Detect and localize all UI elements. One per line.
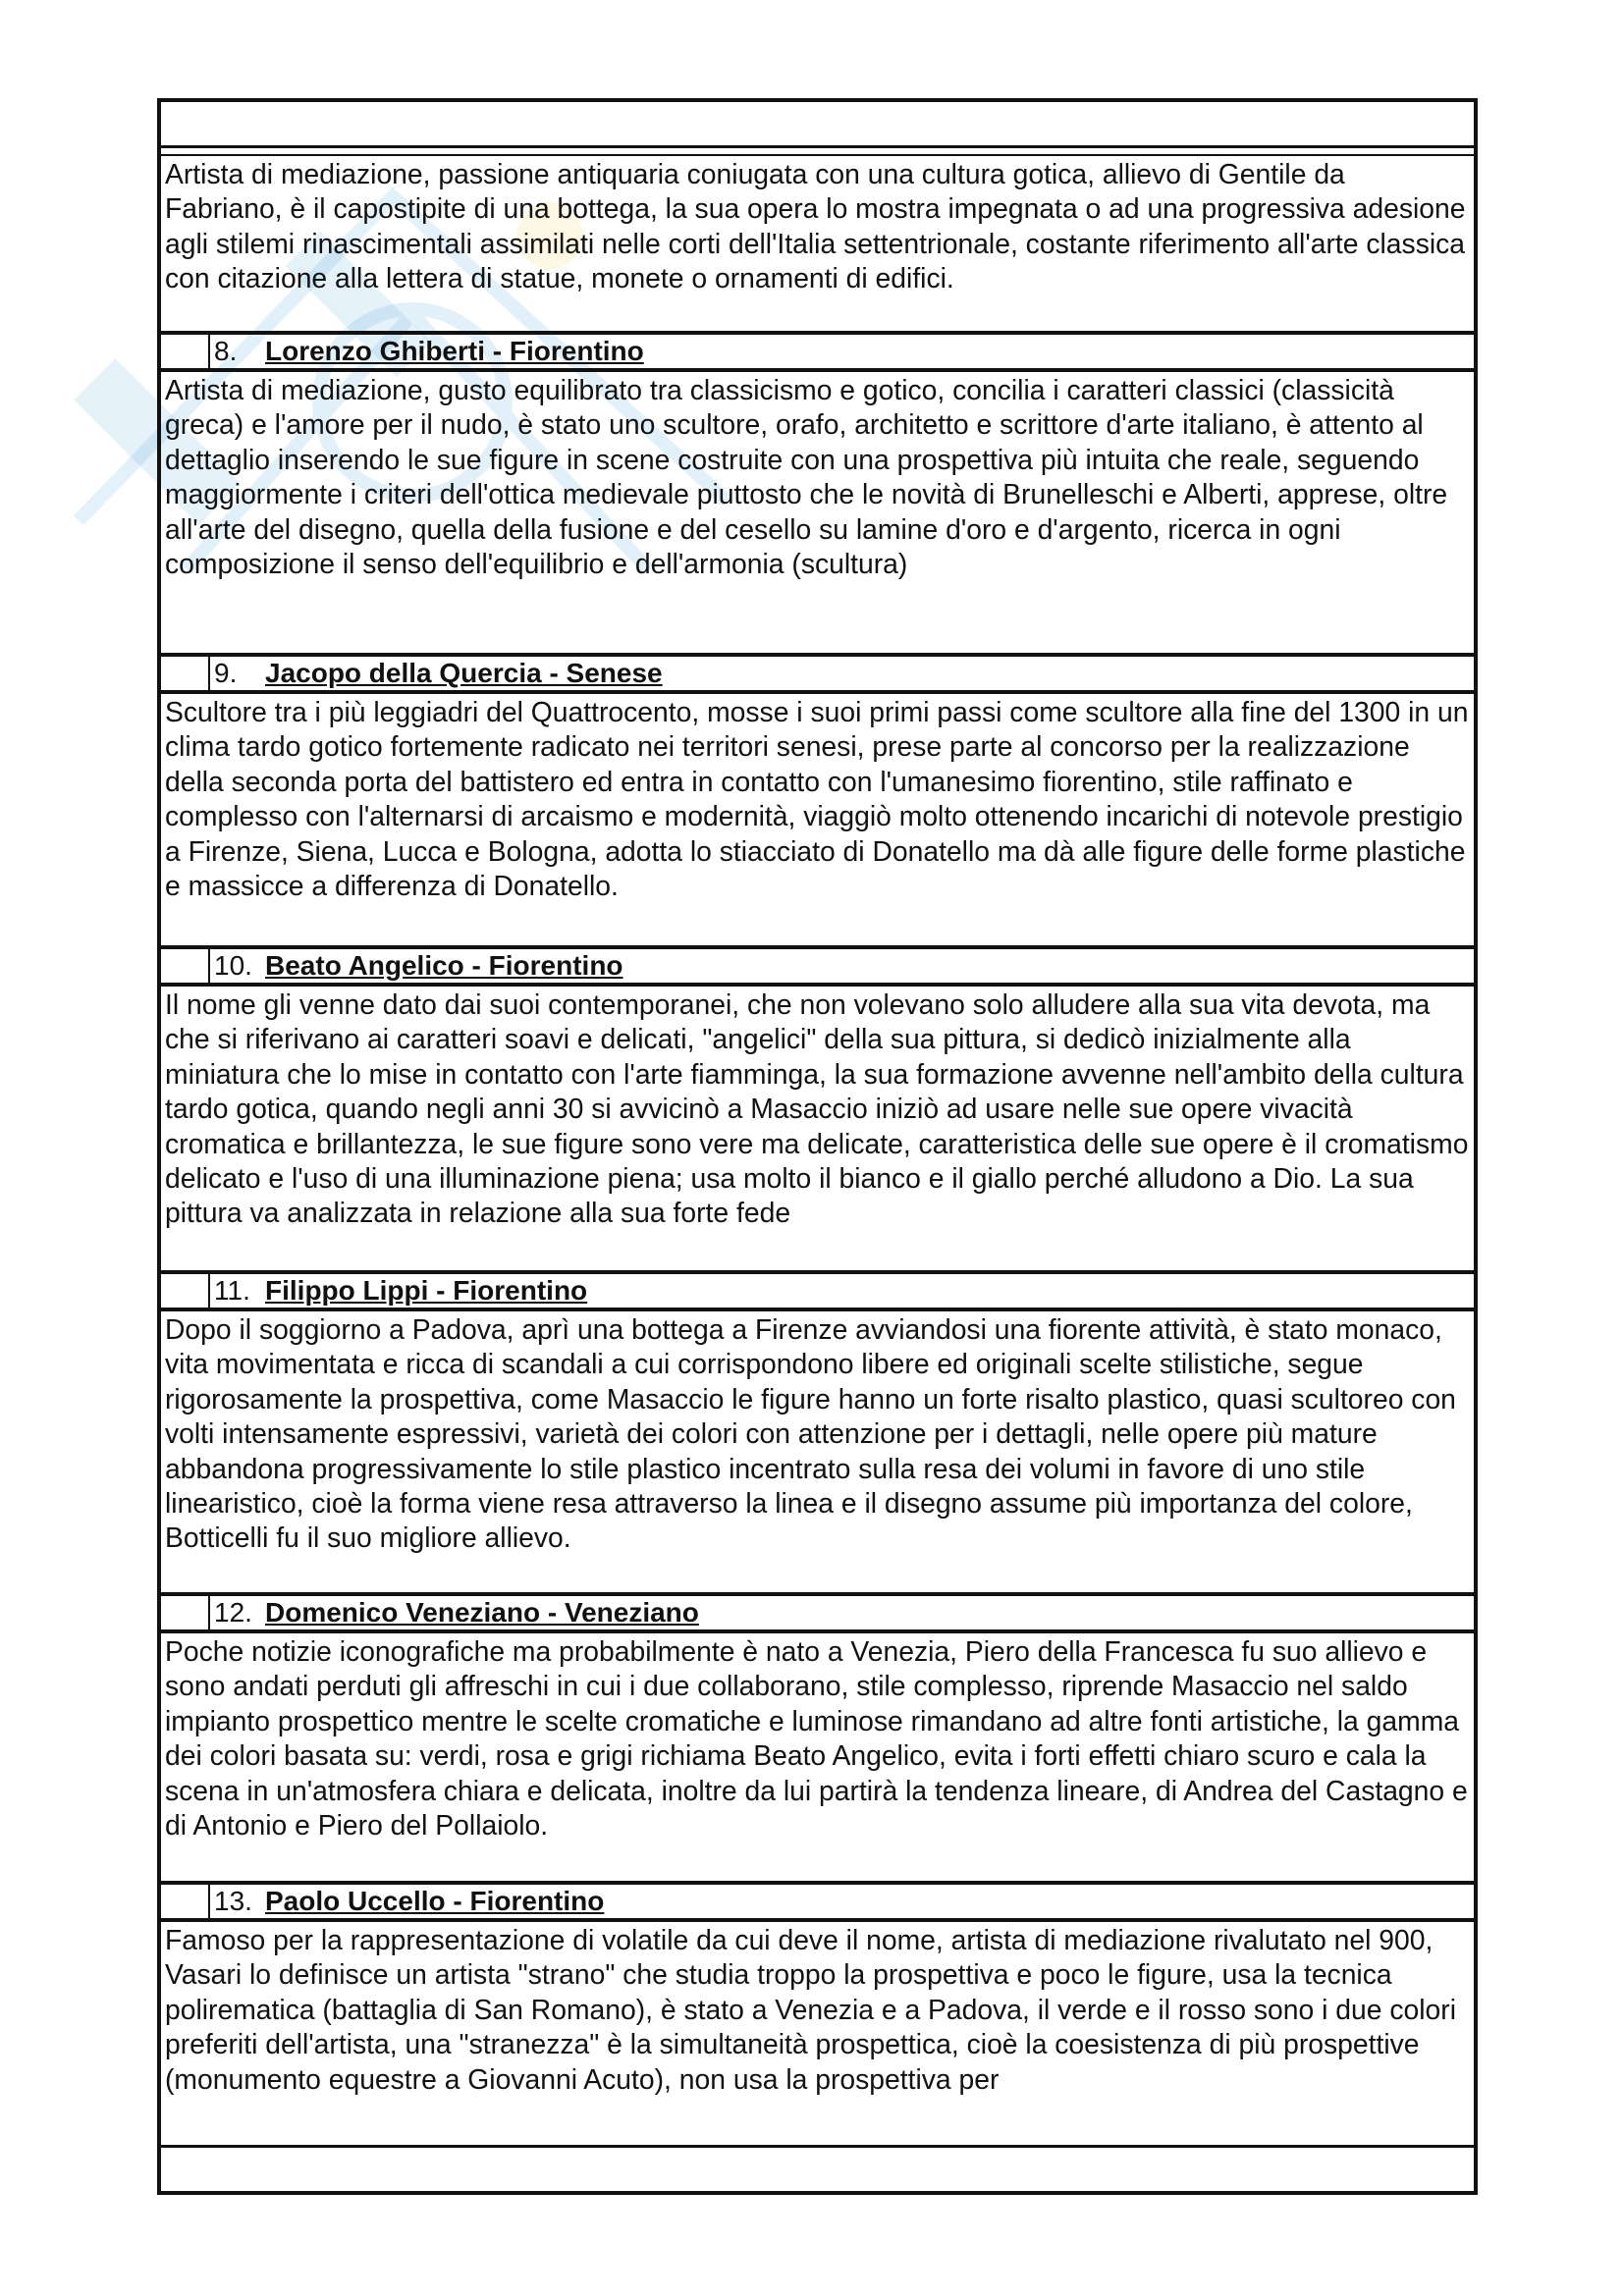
- entry-text: Dopo il soggiorno a Padova, aprì una bottega a Firenze avviandosi una fiorente attività, è stato monaco, vita movimentata e ricca di scandali a cui corrispondono libere ed originali scelte stilistiche, segue rigorosamente la prospettiva, come Masaccio le figure hanno un forte risalto plastico, quasi scultoreo con volti intensamente espressivi, varietà dei colori con attenzione per i dettagli, nelle opere più mature abbandona progressivamente lo stile plastico incentrato sulla resa dei volumi in favore di uno stile linearistico, cioè la forma viene resa attraverso la linea e il disegno assume più importanza del colore, Botticelli fu il suo migliore allievo.: [165, 1313, 1456, 1554]
- entry-number: 12.: [214, 1597, 252, 1628]
- heading-divider: [208, 333, 210, 370]
- entry-text-cell: [161, 1309, 1474, 1594]
- entry-number: 13.: [214, 1886, 252, 1916]
- entry-number: 8.: [214, 336, 238, 366]
- heading-divider: [208, 1594, 210, 1631]
- entry-text-cell: [161, 1631, 1474, 1883]
- entry-title: Domenico Veneziano - Veneziano: [265, 1597, 699, 1628]
- entry-title: Paolo Uccello - Fiorentino: [265, 1886, 605, 1916]
- heading-divider: [208, 1272, 210, 1309]
- entry-text: Poche notizie iconografiche ma probabilmente è nato a Venezia, Piero della Francesca fu suo allievo e sono andati perduti gli affreschi in cui i due collaborano, stile complesso, riprende Masaccio nel saldo impianto prospettico mentre le scelte cromatiche e luminose rimandano ad altre fonti artistiche, la gamma dei colori basata su: verdi, rosa e grigi richiama Beato Angelico, evita i forti effetti chiaro scuro e cala la scena in un'atmosfera chiara e delicata, inoltre da lui partirà la tendenza lineare, di Andrea del Castagno e di Antonio e Piero del Pollaiolo.: [165, 1635, 1468, 1842]
- entry-text-cell: [161, 1920, 1474, 2107]
- heading-divider: [208, 947, 210, 985]
- heading-divider: [208, 655, 210, 692]
- entry-number: 10.: [214, 950, 252, 981]
- entry-heading-8: [161, 333, 1474, 370]
- entry-text-cell: [161, 985, 1474, 1272]
- entry-number: 11.: [214, 1275, 250, 1306]
- entry-text: Famoso per la rappresentazione di volatile da cui deve il nome, artista di mediazione rivalutato nel 900, Vasari lo definisce un artista "strano" che studia troppo la prospettiva e poco le figure, usa la tecnica polirematica (battaglia di San Romano), è stato a Venezia e a Padova, il verde e il rosso sono i due colori preferiti dell'artista, una "stranezza" è la simultaneità prospettica, cioè la coesistenza di più prospettive (monumento equestre a Giovanni Acuto), non usa la prospettiva per: [165, 1924, 1456, 2095]
- entry-text: Artista di mediazione, gusto equilibrato tra classicismo e gotico, concilia i caratteri classici (classicità greca) e l'amore per il nudo, è stato uno scultore, orafo, architetto e scrittore d'arte italiano, è attento al dettaglio inserendo le sue figure in scene costruite con una prospettiva più intuita che reale, seguendo maggiormente i criteri dell'ottica medievale piuttosto che le novità di Brunelleschi e Alberti, apprese, oltre all'arte del disegno, quella della fusione e del cesello su lamine d'oro e d'argento, ricerca in ogni composizione il senso dell'equilibrio e dell'armonia (scultura): [165, 374, 1448, 580]
- entry-text-cell: [161, 692, 1474, 947]
- entry-title: Beato Angelico - Fiorentino: [265, 950, 623, 981]
- entry-heading-12: [161, 1594, 1474, 1631]
- entry-text: Scultore tra i più leggiadri del Quattrocento, mosse i suoi primi passi come scultore alla fine del 1300 in un clima tardo gotico fortemente radicato nei territori senesi, prese parte al concorso per la realizzazione della seconda porta del battistero ed entra in contatto con l'umanesimo fiorentino, stile raffinato e complesso con l'alternarsi di arcaismo e modernità, viaggiò molto ottenendo incarichi di notevole prestigio a Firenze, Siena, Lucca e Bologna, adotta lo stiacciato di Donatello ma dà alle figure delle forme plastiche e massicce a differenza di Donatello.: [165, 696, 1469, 902]
- table-bottom-row: [161, 2145, 1474, 2191]
- document-table: [157, 98, 1478, 2195]
- entry-title: Filippo Lippi - Fiorentino: [265, 1275, 588, 1306]
- entry-title: Lorenzo Ghiberti - Fiorentino: [265, 336, 644, 366]
- entry-heading-11: [161, 1272, 1474, 1309]
- entry-title: Jacopo della Quercia - Senese: [265, 658, 663, 688]
- heading-divider: [208, 1883, 210, 1920]
- intro-cell: [161, 154, 1474, 333]
- entry-heading-9: [161, 655, 1474, 692]
- entry-text-cell: [161, 370, 1474, 655]
- entry-number: 9.: [214, 658, 238, 688]
- table-top-row: [161, 102, 1474, 148]
- entry-heading-10: [161, 947, 1474, 985]
- intro-text: Artista di mediazione, passione antiquaria coniugata con una cultura gotica, allievo di Gentile da Fabriano, è il capostipite di una bottega, la sua opera lo mostra impegnata o ad una progressiva adesione agli stilemi rinascimentali assimilati nelle corti dell'Italia settentrionale, costante riferimento all'arte classica con citazione alla lettera di statue, monete o ornamenti di edifici.: [165, 158, 1466, 294]
- entry-heading-13: [161, 1883, 1474, 1920]
- entry-text: Il nome gli venne dato dai suoi contemporanei, che non volevano solo alludere alla sua vita devota, ma che si riferivano ai caratteri soavi e delicati, "angelici" della sua pittura, si dedicò inizialmente alla miniatura che lo mise in contatto con l'arte fiamminga, la sua formazione avvenne nell'ambito della cultura tardo gotica, quando negli anni 30 si avvicinò a Masaccio iniziò ad usare nelle sue opere vivacità cromatica e brillantezza, le sue figure sono vere ma delicate, caratteristica delle sue opere è il cromatismo delicato e l'uso di una illuminazione piena; usa molto il bianco e il giallo perché alludono a Dio. La sua pittura va analizzata in relazione alla sua forte fede: [165, 988, 1469, 1229]
